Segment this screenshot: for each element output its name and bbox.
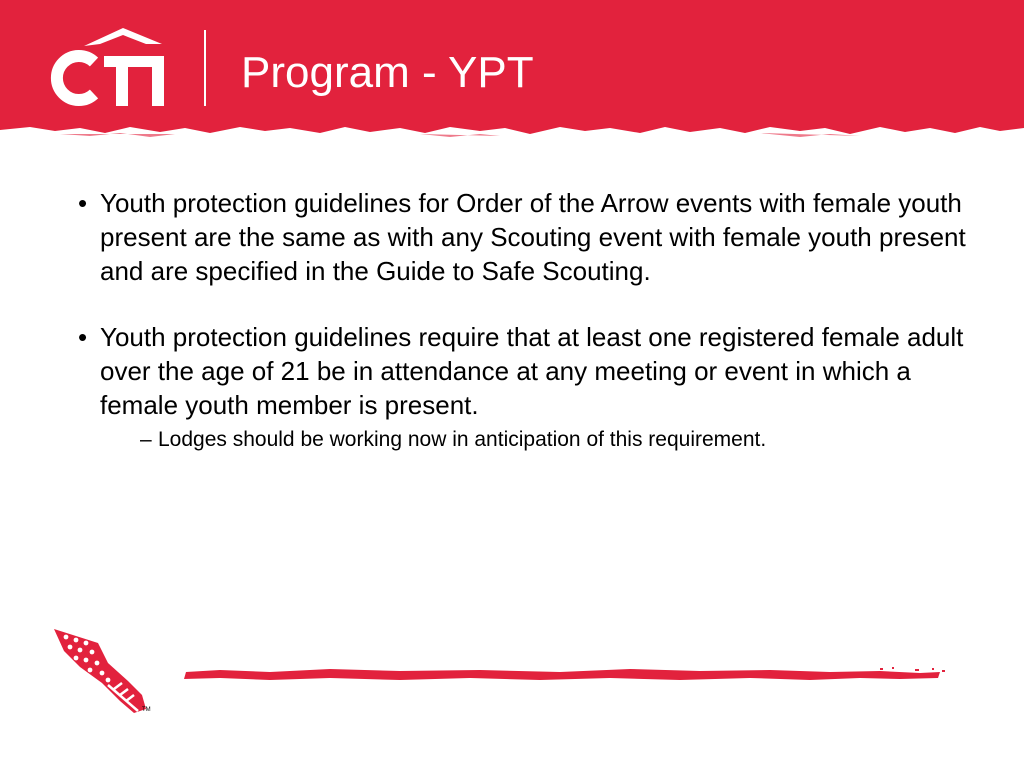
bullet-item: [76, 320, 976, 454]
footer-brush-stripe: [180, 664, 950, 686]
sub-bullet-marker: –: [140, 428, 152, 451]
bullet-marker: •: [78, 188, 88, 218]
logo-divider: [204, 30, 206, 106]
bullet-marker: •: [78, 322, 88, 352]
content-area: [76, 186, 976, 454]
slide-title: Program - YPT: [241, 48, 534, 97]
oa-arrowhead-logo: [50, 625, 160, 720]
cti-logo: [46, 22, 176, 114]
bullet-text: Youth protection guidelines for Order of the Arrow events with female youth present are the same as with any Scouting event with female youth present and are specified in the Guide to Safe Scouting.: [100, 188, 966, 286]
bullet-item: [76, 186, 976, 288]
sub-bullet-text: Lodges should be working now in anticipation of this requirement.: [158, 428, 767, 451]
bullet-text: Youth protection guidelines require that at least one registered female adult over the age of 21 be in attendance at any meeting or event in which a female youth member is present.: [100, 322, 964, 420]
trademark-mark: TM: [142, 707, 151, 713]
sub-bullet-item: [140, 426, 976, 454]
